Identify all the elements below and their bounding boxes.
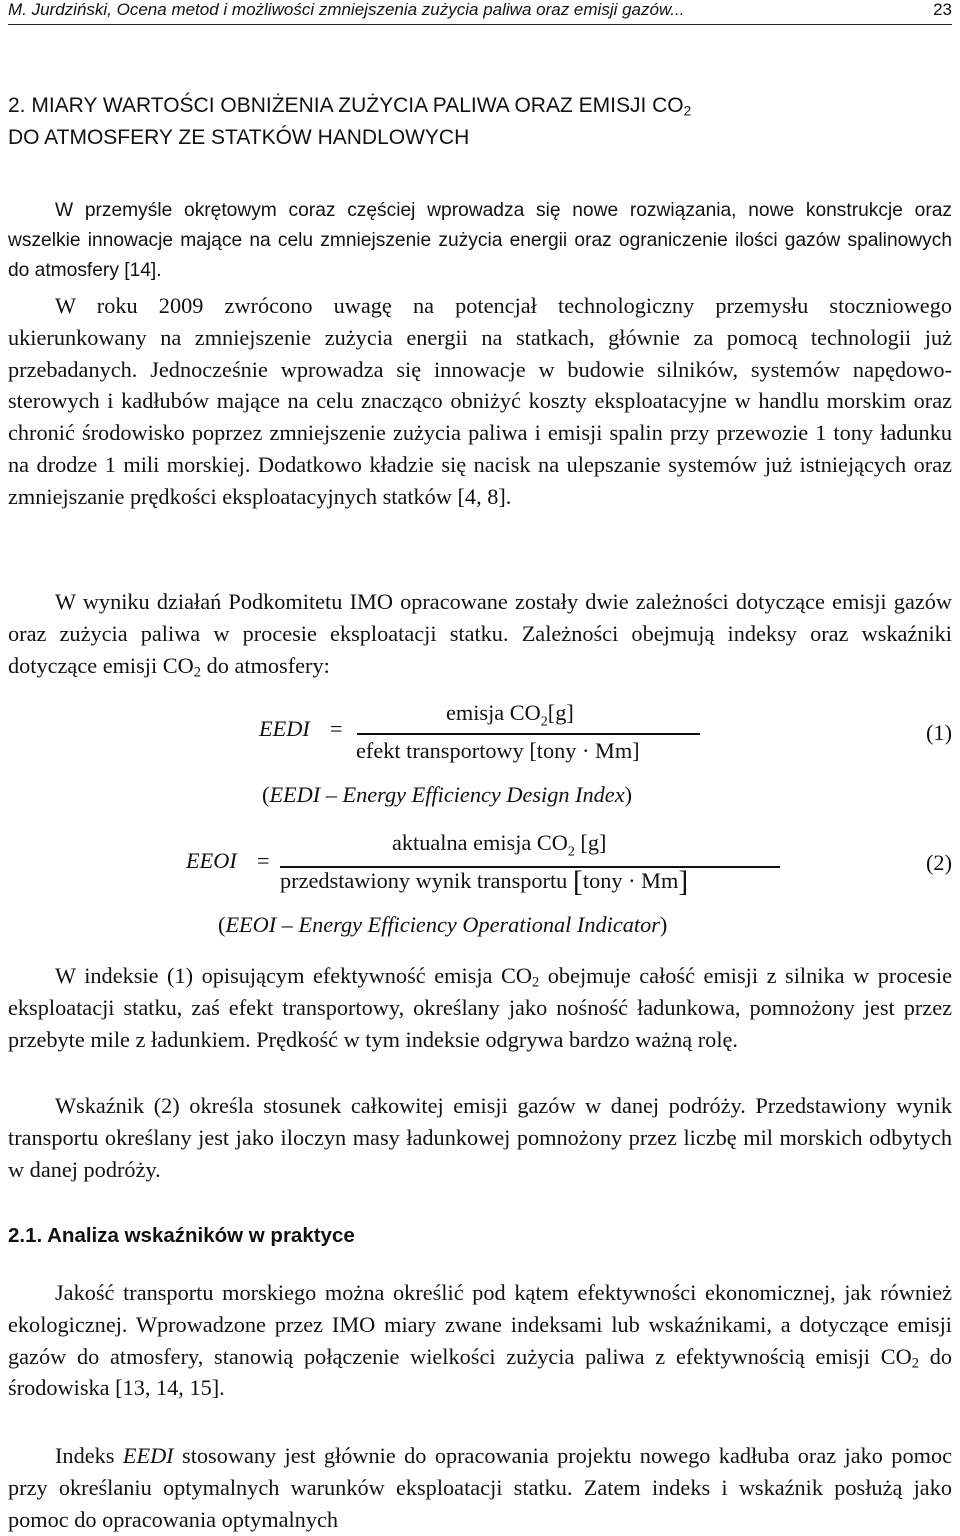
- paragraph-2: W roku 2009 zwrócono uwagę na potencjał technologiczny przemysłu stoczniowego ukierunkowany na zmniejszenie zużycia energii na statkach, głównie za pomocą technologii już przebadanych. Jednocześnie wprowadza się innowacje w budowie silników, systemów napędowo-sterowych i kadłubów mające na celu znacząco obniżyć koszty eksploatacyjne w handlu morskim oraz chronić środowisko poprzez zmniejszenie zużycia paliwa i emisji spalin przy przewozie 1 tony ładunku na drodze 1 mili morskiej. Dodatkowo kładzie się nacisk na ulepszanie systemów już istniejących oraz zmniejszanie prędkości eksploatacyjnych statków [4, 8].: [8, 293, 952, 509]
- eq1-denominator: efekt transportowy [tony · Mm]: [356, 738, 640, 763]
- section-heading-line1: 2. MIARY WARTOŚCI OBNIŻENIA ZUŻYCIA PALIWA ORAZ EMISJI $CO_2$: [8, 94, 692, 119]
- paragraph-3: W wyniku działań Podkomitetu IMO opracowane zostały dwie zależności dotyczące emisji gazów oraz zużycia paliwa w procesie eksploatacji statku. Zależności obejmują indeksy oraz wskaźniki dotyczące emisji $CO_2$ do atmosfery:: [8, 589, 952, 681]
- eq1-equals: =: [330, 716, 343, 741]
- paragraph-6: Jakość transportu morskiego można określić pod kątem efektywności ekonomicznej, jak również ekologicznej. Wprowadzone przez IMO miary zwane indeksami lub wskaźnikami, a dotyczące emisji gazów do atmosfery, stanowią połączenie wielkości zużycia paliwa z efektywnością emisji $CO_2$ do środowiska [13, 14, 15].: [8, 1280, 952, 1401]
- paragraph-1: W przemyśle okrętowym coraz częściej wprowadza się nowe rozwiązania, nowe konstrukcje oraz wszelkie innowacje mające na celu zmniejszenie zużycia energii oraz ograniczenie ilości gazów spalinowych do atmosfery [14].: [8, 200, 952, 281]
- paragraph-4: W indeksie (1) opisującym efektywność emisja $CO_2$ obejmuje całość emisji z silnika w procesie eksploatacji statku, zaś efekt transportowy, określany jako nośność ładunkowa, pomnożony jest przez przebyte mile z ładunkiem. Prędkość w tym indeksie odgrywa bardzo ważną rolę.: [8, 963, 953, 1052]
- eq1-number: (1): [926, 720, 952, 745]
- eq2-denominator: przedstawiony wynik transportu [tony · Mm]: [280, 865, 689, 898]
- eq2-numerator: aktualna emisja $CO_2$ [g]: [392, 830, 607, 860]
- running-header-title: M. Jurdziński, Ocena metod i możliwości zmniejszenia zużycia paliwa oraz emisji gazów...: [8, 0, 685, 19]
- eq2-caption: (EEOI – Energy Efficiency Operational Indicator): [218, 912, 668, 937]
- subsection-heading: 2.1. Analiza wskaźników w praktyce: [8, 1224, 355, 1247]
- section-heading-line2: DO ATMOSFERY ZE STATKÓW HANDLOWYCH: [8, 126, 470, 149]
- eq2-lhs: EEOI: [186, 848, 237, 873]
- running-header: [8, 0, 952, 25]
- paragraph-5: Wskaźnik (2) określa stosunek całkowitej emisji gazów w danej podróży. Przedstawiony wynik transportu określany jest jako iloczyn masy ładunkowej pomnożony przez liczbę mil morskich odbytych w danej podróży.: [8, 1093, 952, 1182]
- paragraph-7: Indeks EEDI stosowany jest głównie do opracowania projektu nowego kadłuba oraz jako pomoc przy określaniu optymalnych warunków eksploatacji statku. Zatem indeks i wskaźnik posłużą jako pomoc do opracowania optymalnych: [8, 1443, 952, 1532]
- section-heading: [8, 90, 952, 154]
- page-number: 23: [933, 0, 952, 19]
- eq1-numerator: emisja $CO_2[g]$: [446, 700, 574, 730]
- eq2-number: (2): [926, 850, 952, 875]
- eq2-equals: =: [257, 848, 270, 873]
- eq1-lhs: EEDI: [259, 716, 310, 741]
- eq1-caption: (EEDI – Energy Efficiency Design Index): [262, 782, 633, 807]
- eq1-fraction-bar: [357, 733, 700, 735]
